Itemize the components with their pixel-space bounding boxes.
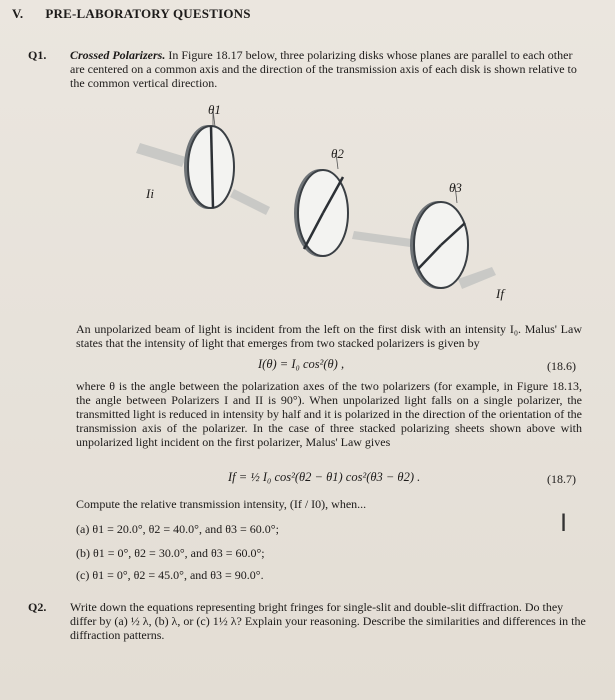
polarizer-figure bbox=[0, 95, 615, 305]
section-number: V. bbox=[12, 6, 24, 21]
question-2-number: Q2. bbox=[28, 600, 47, 614]
question-1-number: Q1. bbox=[28, 48, 47, 62]
beam-arrow-2-3 bbox=[352, 231, 412, 247]
theta2-label: θ2 bbox=[331, 146, 344, 161]
text-cursor-icon: I bbox=[560, 509, 568, 537]
polarizer-disk-2 bbox=[294, 169, 348, 257]
option-a: (a) θ1 = 20.0°, θ2 = 40.0°, and θ3 = 60.0°; bbox=[76, 522, 279, 536]
option-b: (b) θ1 = 0°, θ2 = 30.0°, and θ3 = 60.0°; bbox=[76, 546, 265, 560]
equation-18-6: I(θ) = I₀ cos²(θ) , bbox=[258, 357, 345, 371]
compute-instruction: Compute the relative transmission intensity, (If / I0), when... bbox=[76, 497, 367, 511]
section-title: PRE-LABORATORY QUESTIONS bbox=[45, 6, 251, 21]
beam-arrow-1-2 bbox=[230, 189, 270, 215]
question-1-intro: In Figure 18.17 below, three polarizing disks whose planes are parallel to each other are centered on a common axis and the direction of the transmission axis of each disk is shown relative to the common vertical direction. bbox=[70, 48, 577, 90]
theta1-label: θ1 bbox=[208, 102, 221, 117]
option-c: (c) θ1 = 0°, θ2 = 45.0°, and θ3 = 90.0°. bbox=[76, 568, 264, 582]
malus-law-explanation: where θ is the angle between the polarization axes of the two polarizers (for example, in Figure 18.13, the angle between Polarizers I and II is 90°). When unpolarized light falls on a single polarizer, the transmitted light is reduced in intensity by half and it is polarized in the direction of the orientation of the transmission axis of the polarizer. In the case of three stacked polarizing sheets shown above with unpolarized light incident on the first polarizer, Malus' Law gives bbox=[76, 379, 582, 449]
polarizer-disk-3 bbox=[410, 201, 468, 289]
final-intensity-label: If bbox=[496, 286, 504, 301]
question-2-text: Write down the equations representing bright fringes for single-slit and double-slit diffraction. Do they differ by (a) ½ λ, (b) λ, or (c) 1½ λ? Explain your reasoning. Describe the similarities and differences in the diffraction patterns. bbox=[70, 600, 586, 642]
question-2 bbox=[28, 600, 588, 642]
malus-law-intro: An unpolarized beam of light is incident from the left on the first disk with an intensity I₀. Malus' Law states that the intensity of light that emerges from two stacked polarizers is given by bbox=[76, 322, 582, 350]
polarizer-disk-1 bbox=[184, 125, 234, 209]
equation-18-6-number: (18.6) bbox=[547, 359, 576, 373]
question-1-title: Crossed Polarizers. bbox=[70, 48, 166, 62]
incident-beam-arrow bbox=[136, 143, 186, 167]
equation-18-7-number: (18.7) bbox=[547, 472, 576, 486]
theta3-label: θ3 bbox=[449, 180, 462, 195]
equation-18-7: If = ½ I₀ cos²(θ2 − θ1) cos²(θ3 − θ2) . bbox=[228, 470, 421, 484]
section-header bbox=[12, 6, 251, 22]
question-1 bbox=[28, 48, 588, 90]
incident-intensity-label: Ii bbox=[146, 186, 154, 201]
